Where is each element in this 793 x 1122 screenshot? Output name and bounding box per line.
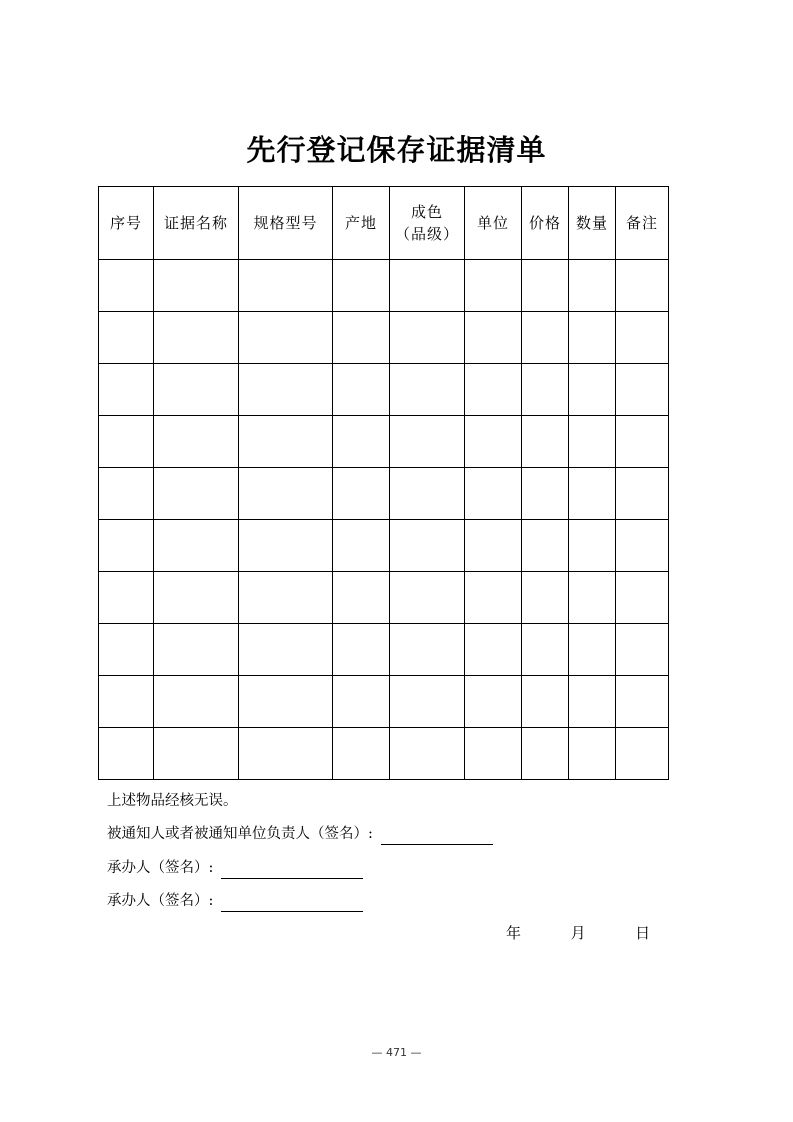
date-day: 日 <box>635 924 651 942</box>
table-row <box>99 520 669 572</box>
notified-person-label: 被通知人或者被通知单位负责人（签名）: <box>107 826 373 842</box>
table-cell[interactable] <box>522 416 569 468</box>
table-cell[interactable] <box>154 520 239 572</box>
table-body <box>99 260 669 780</box>
table-cell[interactable] <box>465 416 522 468</box>
statement-text: 上述物品经核无误。 <box>107 793 238 809</box>
table-cell[interactable] <box>465 260 522 312</box>
table-cell[interactable] <box>154 416 239 468</box>
table-cell[interactable] <box>154 624 239 676</box>
table-cell[interactable] <box>569 260 616 312</box>
table-cell[interactable] <box>390 416 465 468</box>
header-cell-remarks: 备注 <box>616 187 669 260</box>
table-cell[interactable] <box>154 364 239 416</box>
table-cell[interactable] <box>390 624 465 676</box>
header-cell-quality-grade: 成色 （品级） <box>390 187 465 260</box>
date-month: 月 <box>570 924 586 942</box>
table-row <box>99 260 669 312</box>
notified-person-signature-line[interactable] <box>381 826 493 845</box>
table-cell[interactable] <box>333 728 390 780</box>
table-cell[interactable] <box>333 312 390 364</box>
header-cell-origin: 产地 <box>333 187 390 260</box>
handler1-signature-line[interactable] <box>221 860 363 879</box>
table-cell[interactable] <box>390 260 465 312</box>
table-cell[interactable] <box>99 676 154 728</box>
table-header-row <box>99 187 669 260</box>
table-cell[interactable] <box>239 416 333 468</box>
table-cell[interactable] <box>569 572 616 624</box>
table-cell[interactable] <box>616 624 669 676</box>
table-cell[interactable] <box>465 676 522 728</box>
document-title: 先行登记保存证据清单 <box>246 133 547 167</box>
table-cell[interactable] <box>569 624 616 676</box>
table-cell[interactable] <box>465 728 522 780</box>
table-cell[interactable] <box>99 520 154 572</box>
table-cell[interactable] <box>99 572 154 624</box>
table-cell[interactable] <box>390 468 465 520</box>
table-cell[interactable] <box>465 312 522 364</box>
table-row <box>99 468 669 520</box>
table-cell[interactable] <box>569 416 616 468</box>
table-cell[interactable] <box>390 676 465 728</box>
table-row <box>99 728 669 780</box>
handler2-label: 承办人（签名）: <box>107 893 214 909</box>
table-cell[interactable] <box>465 364 522 416</box>
table-cell[interactable] <box>465 468 522 520</box>
table-cell[interactable] <box>333 468 390 520</box>
table-cell[interactable] <box>616 260 669 312</box>
table-cell[interactable] <box>99 728 154 780</box>
table-cell[interactable] <box>465 520 522 572</box>
header-cell-quantity: 数量 <box>569 187 616 260</box>
table-cell[interactable] <box>333 260 390 312</box>
table-cell[interactable] <box>333 364 390 416</box>
table-cell[interactable] <box>333 624 390 676</box>
table-cell[interactable] <box>239 260 333 312</box>
handler1-signature <box>107 857 363 879</box>
table-cell[interactable] <box>239 728 333 780</box>
table-row <box>99 624 669 676</box>
table-cell[interactable] <box>522 260 569 312</box>
table-cell[interactable] <box>154 468 239 520</box>
table-cell[interactable] <box>154 312 239 364</box>
table-cell[interactable] <box>154 728 239 780</box>
table-cell[interactable] <box>616 364 669 416</box>
table-cell[interactable] <box>239 520 333 572</box>
table-cell[interactable] <box>239 364 333 416</box>
table-cell[interactable] <box>522 624 569 676</box>
table-cell[interactable] <box>390 312 465 364</box>
table-cell[interactable] <box>522 520 569 572</box>
table-row <box>99 364 669 416</box>
table-cell[interactable] <box>522 468 569 520</box>
page-number: — 471 — <box>371 1046 422 1059</box>
table-cell[interactable] <box>465 572 522 624</box>
table-cell[interactable] <box>154 676 239 728</box>
table-cell[interactable] <box>569 728 616 780</box>
table-cell[interactable] <box>522 728 569 780</box>
table-cell[interactable] <box>333 416 390 468</box>
table-cell[interactable] <box>390 728 465 780</box>
table-cell[interactable] <box>616 520 669 572</box>
table-cell[interactable] <box>522 312 569 364</box>
table-cell[interactable] <box>616 676 669 728</box>
header-cell-index: 序号 <box>99 187 154 260</box>
table-row <box>99 676 669 728</box>
table-cell[interactable] <box>239 572 333 624</box>
header-cell-price: 价格 <box>522 187 569 260</box>
table-cell[interactable] <box>616 468 669 520</box>
table-cell[interactable] <box>239 624 333 676</box>
table-cell[interactable] <box>99 364 154 416</box>
table-cell[interactable] <box>154 572 239 624</box>
table-cell[interactable] <box>569 312 616 364</box>
date-year: 年 <box>506 924 522 942</box>
table-cell[interactable] <box>616 728 669 780</box>
notified-person-signature <box>107 823 493 845</box>
table-cell[interactable] <box>239 676 333 728</box>
date-line <box>506 922 650 944</box>
table-cell[interactable] <box>569 468 616 520</box>
table-cell[interactable] <box>390 572 465 624</box>
table-cell[interactable] <box>99 468 154 520</box>
header-cell-spec-model: 规格型号 <box>239 187 333 260</box>
table-cell[interactable] <box>239 312 333 364</box>
table-cell[interactable] <box>465 624 522 676</box>
handler2-signature-line[interactable] <box>221 893 363 912</box>
table-cell[interactable] <box>616 416 669 468</box>
table-cell[interactable] <box>333 520 390 572</box>
evidence-table <box>98 186 669 780</box>
table-cell[interactable] <box>569 520 616 572</box>
table-row <box>99 572 669 624</box>
header-cell-evidence-name: 证据名称 <box>154 187 239 260</box>
table-cell[interactable] <box>569 676 616 728</box>
table-cell[interactable] <box>333 572 390 624</box>
table-cell[interactable] <box>333 676 390 728</box>
table-cell[interactable] <box>154 260 239 312</box>
table-cell[interactable] <box>616 572 669 624</box>
table-row <box>99 312 669 364</box>
table-cell[interactable] <box>239 468 333 520</box>
table-cell[interactable] <box>616 312 669 364</box>
table-cell[interactable] <box>522 676 569 728</box>
table-cell[interactable] <box>99 416 154 468</box>
table-cell[interactable] <box>99 624 154 676</box>
table-cell[interactable] <box>522 572 569 624</box>
table-row <box>99 416 669 468</box>
table-cell[interactable] <box>569 364 616 416</box>
header-cell-unit: 单位 <box>465 187 522 260</box>
table-cell[interactable] <box>99 260 154 312</box>
handler1-label: 承办人（签名）: <box>107 860 214 876</box>
table-cell[interactable] <box>522 364 569 416</box>
table-cell[interactable] <box>390 364 465 416</box>
table-cell[interactable] <box>390 520 465 572</box>
table-cell[interactable] <box>99 312 154 364</box>
handler2-signature <box>107 890 363 912</box>
